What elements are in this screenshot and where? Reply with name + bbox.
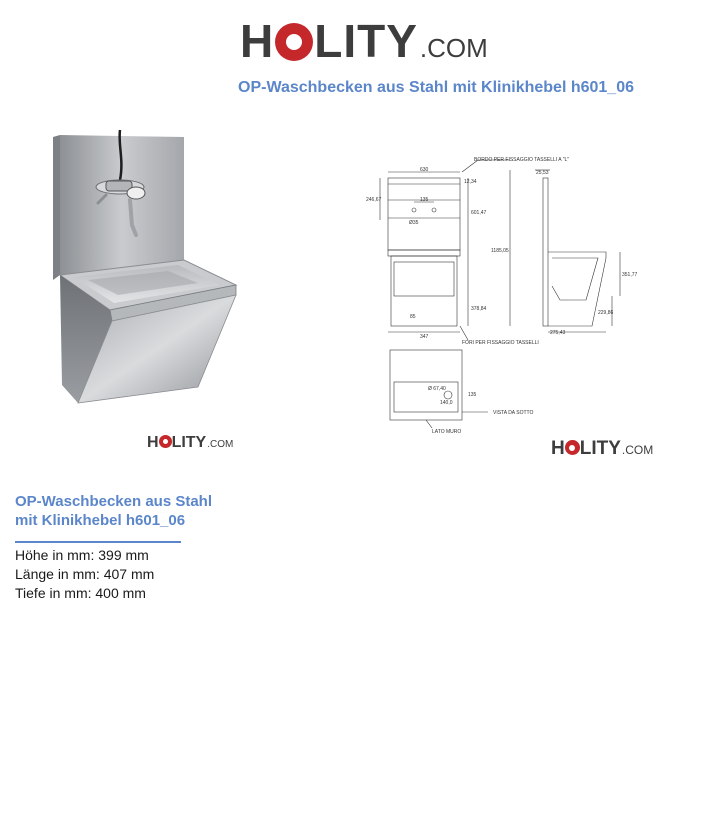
logo-o-icon <box>159 435 172 448</box>
technical-drawing <box>360 150 660 440</box>
logo-o-icon <box>565 440 580 455</box>
product-title-line1: OP-Waschbecken aus Stahl <box>15 493 213 510</box>
label-fori: FORI PER FISSAGGIO TASSELLI <box>462 340 539 346</box>
logo-com: .COM <box>621 443 654 457</box>
product-title-line2: mit Klinikhebel h601_06 <box>15 512 186 529</box>
logo-o-icon <box>275 23 313 61</box>
holity-logo-small[interactable] <box>147 434 233 452</box>
dim-135b: 135 <box>468 392 477 398</box>
dim-275: 275,43 <box>550 330 566 336</box>
dim-6740: Ø 67,40 <box>428 386 446 392</box>
dim-25: 25,53 <box>536 170 549 176</box>
logo-com: .COM <box>207 439 234 450</box>
dim-1400: 140,0 <box>440 400 453 406</box>
page-title: OP-Waschbecken aus Stahl mit Klinikhebel h601_06 <box>238 79 634 96</box>
title-divider <box>15 541 181 543</box>
product-title <box>15 492 245 530</box>
label-bordo: BORDO PER FISSAGGIO TASSELLI A "L" <box>474 157 570 163</box>
dim-378: 378,84 <box>471 306 487 312</box>
logo-com: .COM <box>419 33 488 63</box>
dim-351: 351,77 <box>622 272 638 278</box>
logo-lity: LITY <box>579 438 621 459</box>
dim-135: 135 <box>420 197 429 203</box>
spec-length: Länge in mm: 407 mm <box>15 566 155 582</box>
logo-h: H <box>147 434 159 451</box>
dim-35: Ø35 <box>409 220 419 226</box>
holity-logo[interactable] <box>240 14 488 68</box>
spec-height: Höhe in mm: 399 mm <box>15 547 149 563</box>
product-photo <box>48 125 240 410</box>
spec-depth: Tiefe in mm: 400 mm <box>15 585 146 601</box>
logo-h: H <box>240 15 275 67</box>
dim-601: 601,47 <box>471 210 487 216</box>
dim-229: 229,86 <box>598 310 614 316</box>
dim-347: 347 <box>420 334 429 340</box>
label-vista: VISTA DA SOTTO <box>493 410 534 416</box>
holity-logo-drawing[interactable] <box>551 438 653 460</box>
dim-246: 246,67 <box>366 197 382 203</box>
dim-630: 630 <box>420 167 429 173</box>
label-lato: LATO MURO <box>432 429 462 435</box>
spec-list <box>15 546 154 603</box>
dim-1185: 1185,05 <box>491 248 509 254</box>
logo-lity: LITY <box>314 15 418 67</box>
dim-85: 85 <box>410 314 416 320</box>
dim-12-34: 12,34 <box>464 179 477 185</box>
logo-lity: LITY <box>171 434 207 451</box>
logo-h: H <box>551 438 565 459</box>
